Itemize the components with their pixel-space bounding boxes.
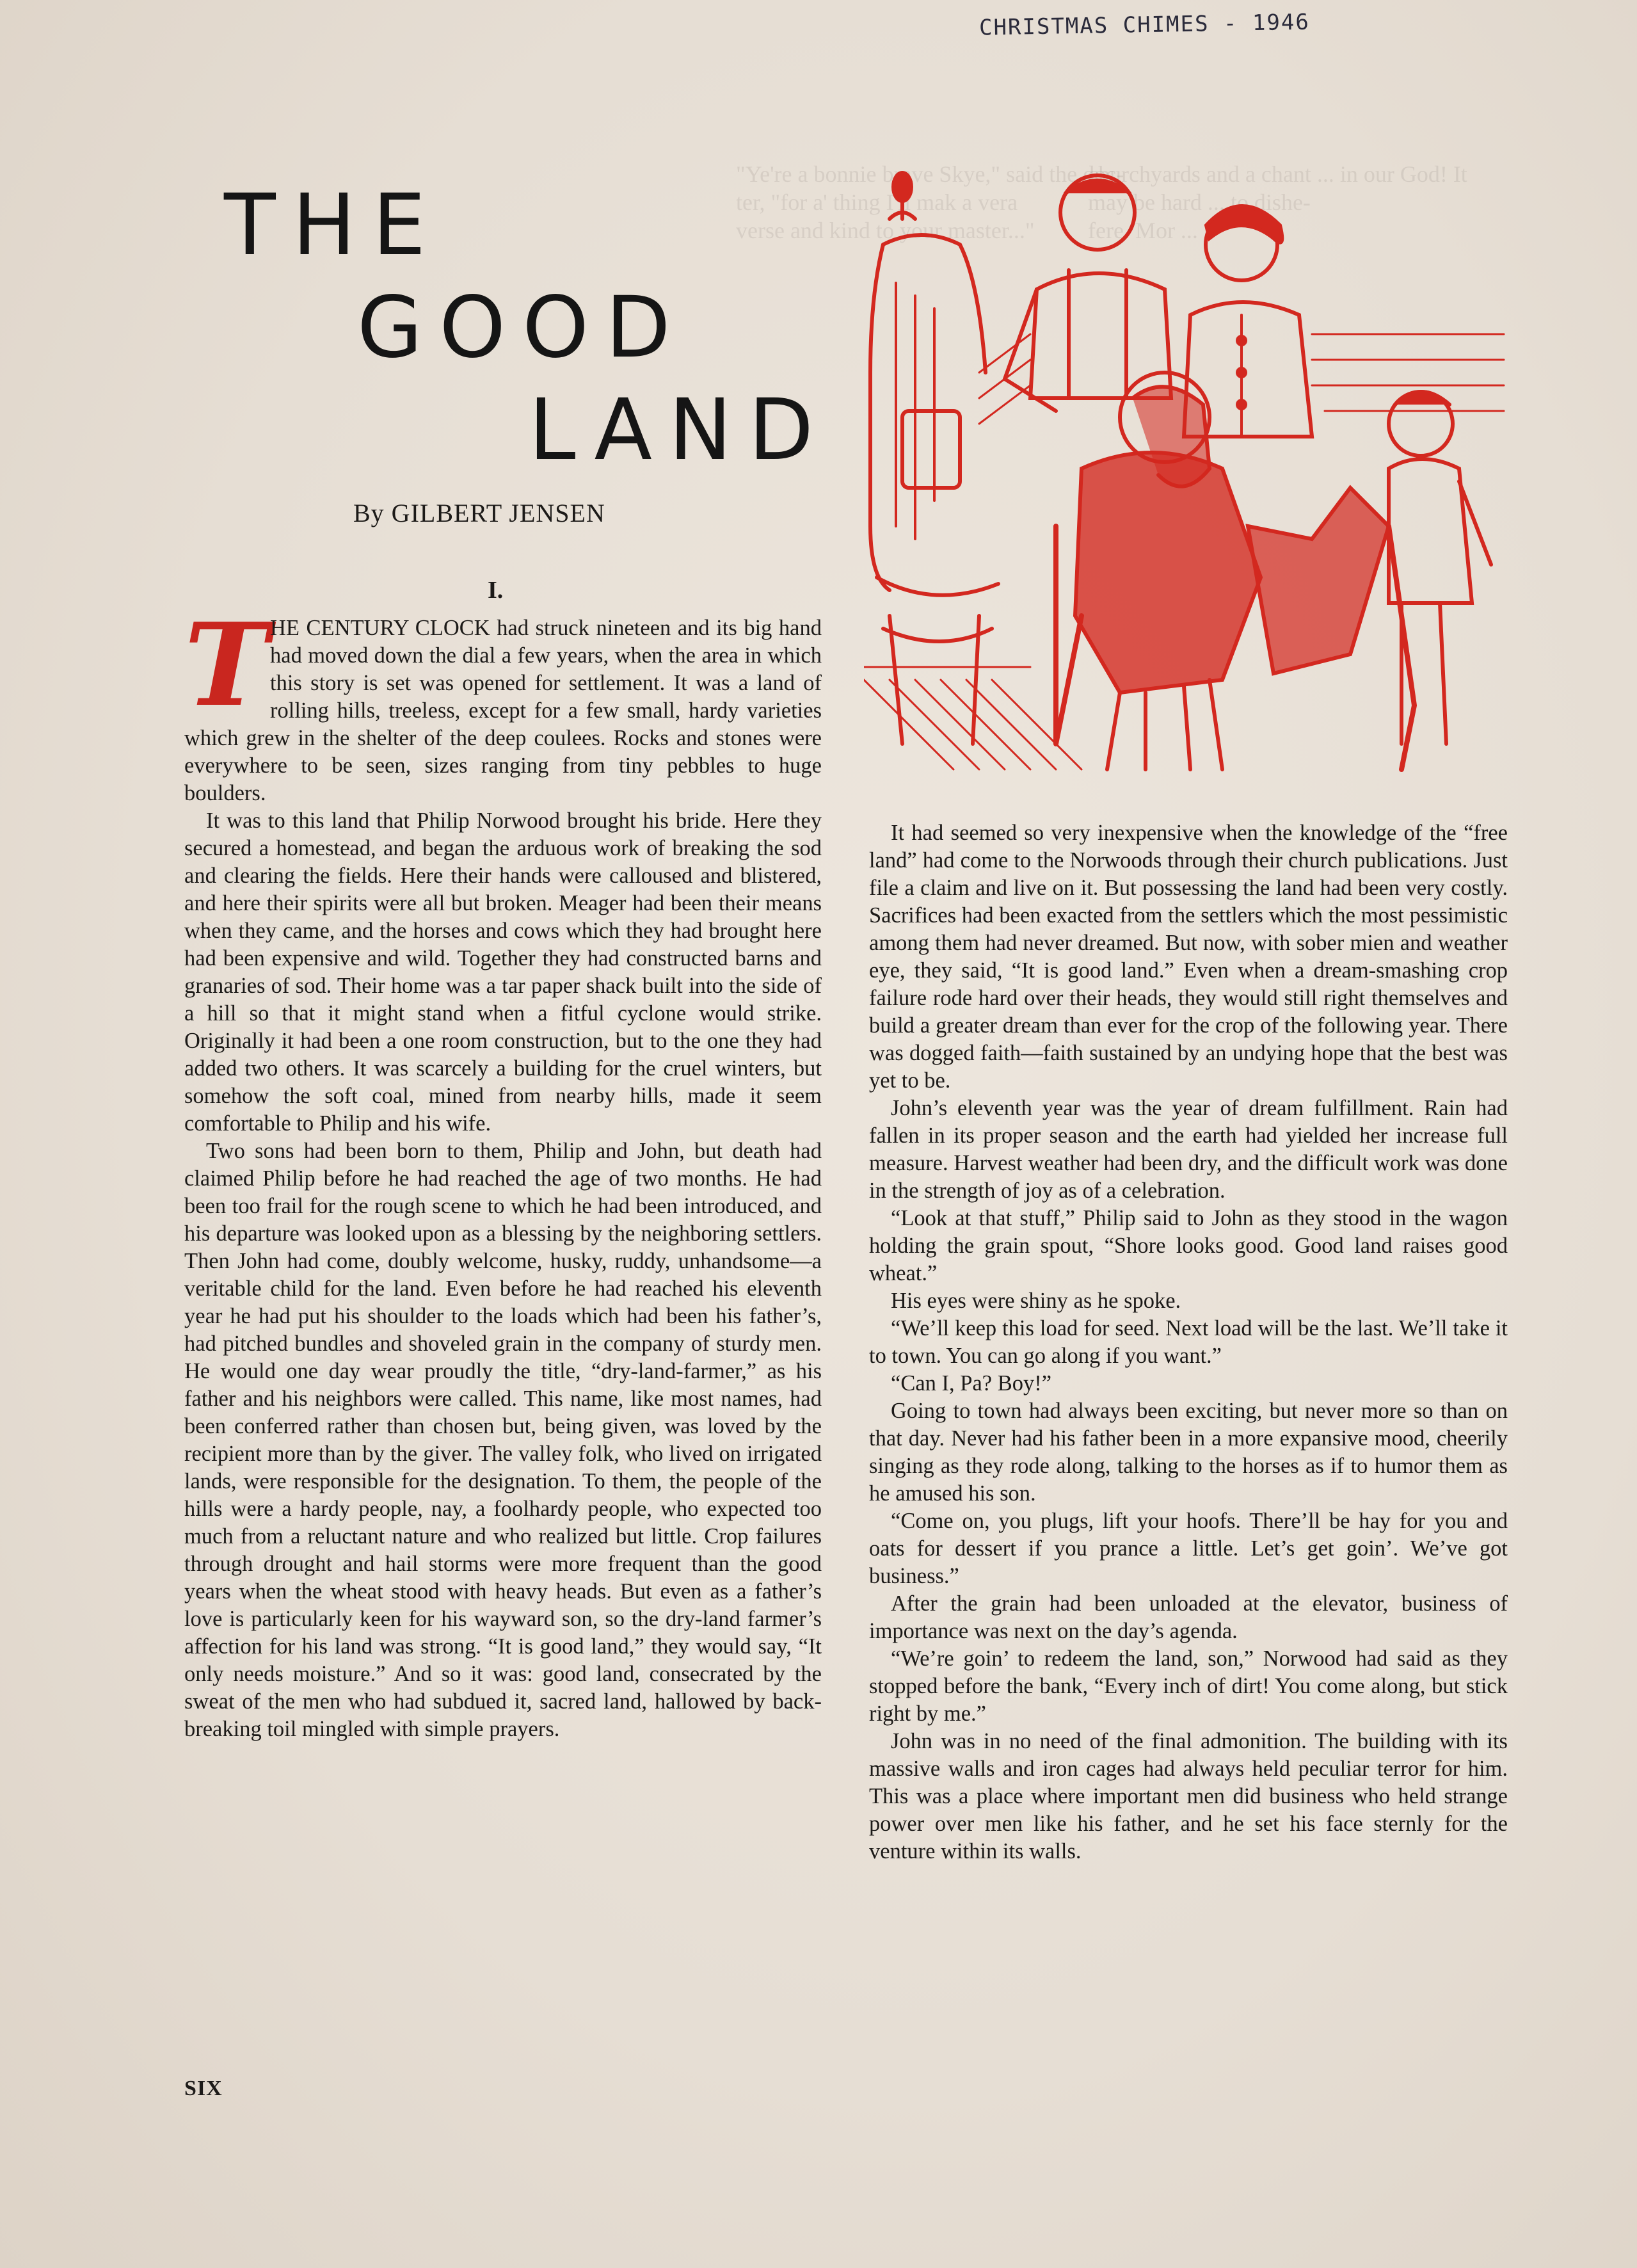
illustration xyxy=(864,168,1510,776)
right-column xyxy=(869,819,1508,1865)
paragraph: It had seemed so very inexpensive when the knowledge of the “free land” had come to the Norwoods through their church publications. Just file a claim and live on it. But possessing the land had been very costly. Sacrifices had been exacted from the settlers which the most pessimistic among them had never dreamed. But now, with sober mien and weather eye, they said, “It is good land.” Even when a dream-smashing crop failure rode hard over their heads, they would still right themselves and build a greater dream than ever for the crop of the following year. There was dogged faith—faith sustained by an undying hope that the best was yet to be. xyxy=(869,821,1508,1093)
paragraph: “Come on, you plugs, lift your hoofs. There’ll be hay for you and oats for dessert if you prance a little. Let’s get goin’. We’ve got business.” xyxy=(869,1509,1508,1588)
byline: By GILBERT JENSEN xyxy=(353,499,605,527)
paragraph: Two sons had been born to them, Philip and John, but death had claimed Philip before he had reached the age of two months. He had been too frail for the rough scene to which he had been introduced, and his departure was looked upon as a blessing by the neighboring settlers. Then John had come, doubly welcome, husky, ruddy, unhandsome—a veritable child for the land. Even before he had reached his eleventh year he had put his shoulder to the loads which had been his father’s, had pitched bundles and shoveled grain in the company of sturdy men. He would one day wear proudly the title, “dry-land-farmer,” as his father and his neighbors were called. This name, like most names, had been conferred rather than chosen but, being given, was loved by the recipient more than by the giver. The valley folk, who lived on irrigated lands, were responsible for the designation. To them, the people of the hills were a hardy people, nay, a foolhardy people, who expected too much from a reluctant nature and who realized but little. Crop failures through drought and hail storms were more frequent than the good years when the wheat stood with heavy heads. But even as a father’s love is particularly keen for his wayward son, so the dry-land farmer’s affection for his land was strong. “It is good land,” they would say, “It only needs moisture.” And so it was: good land, consecrated by the sweat of the men who had subdued it, sacred land, hallowed by back-breaking toil mingled with simple prayers. xyxy=(184,1139,822,1741)
paragraph: After the grain had been unloaded at the elevator, business of importance was next on the day’s agenda. xyxy=(869,1591,1508,1643)
title-line-3: LAND xyxy=(529,381,831,479)
paragraph-text: HE CENTURY CLOCK had struck nineteen and its big hand had moved down the dial a few years, when the area in which this story is set was opened for settlement. It was a land of rolling hills, treeless, except for a few small, hardy varieties which grew in the shelter of the deep coulees. Rocks and stones were everywhere to be seen, sizes ranging from tiny pebbles to huge boulders. xyxy=(184,616,822,805)
dropcap: T xyxy=(184,598,269,732)
left-column xyxy=(184,598,822,1743)
paragraph: Going to town had always been exciting, but never more so than on that day. Never had his father been in a more expansive mood, cheerily singing as they rode along, talking to the horses as if to humor them as he amused his son. xyxy=(869,1399,1508,1506)
paragraph: It was to this land that Philip Norwood brought his bride. Here they secured a homestead, and began the arduous work of breaking the sod and clearing the fields. Here their hands were calloused and blistered, and here their spirits were all but broken. Meager had been their means when they came, and the horses and cows which they had brought here had been expensive and wild. Together they had constructed barns and granaries of sod. Their home was a tar paper shack built into the side of a hill so that it might stand when a fitful cyclone would strike. Originally it had been a one room construction, but to the one they had added two others. It was scarcely a building for the cruel winters, but somehow the soft coal, mined from nearby hills, made it seem comfortable to Philip and his wife. xyxy=(184,808,822,1136)
paragraph: John was in no need of the final admonition. The building with its massive walls and iron cages had always held peculiar terror for him. This was a place where important men did business who held strange power over men like his father, and he set his face sternly for the venture within its walls. xyxy=(869,1729,1508,1863)
title-line-2: GOOD xyxy=(357,278,687,377)
paragraph: “Can I, Pa? Boy!” xyxy=(891,1371,1052,1395)
handwritten-note: CHRISTMAS CHIMES - 1946 xyxy=(978,9,1311,41)
paragraph: “Look at that stuff,” Philip said to John as they stood in the wagon holding the grain spout, “Shore looks good. Good land raises good wheat.” xyxy=(869,1206,1508,1285)
section-number: I. xyxy=(488,577,504,604)
paragraph: His eyes were shiny as he spoke. xyxy=(891,1289,1181,1313)
paragraph: “We’re goin’ to redeem the land, son,” Norwood had said as they stopped before the bank, “Every inch of dirt! You come along, but stick right by me.” xyxy=(869,1646,1508,1726)
title-line-1: THE xyxy=(224,176,443,275)
page-number: SIX xyxy=(184,2077,223,2100)
paragraph: John’s eleventh year was the year of dream fulfillment. Rain had fallen in its proper season and the earth had yielded her increase full measure. Harvest weather had been dry, and the difficult work was done in the strength of joy as of a celebration. xyxy=(869,1096,1508,1203)
paragraph xyxy=(184,598,822,807)
show-through-left: "Ye're a bonnie Skye," said the doc- ter, "for a' thing I'll mak a vera verse and kind to your master..." xyxy=(736,161,1124,243)
show-through-right: churchyards and a chant ... in our God! It may be hard ... to dishe- fere. Mor ... xyxy=(1088,161,1467,243)
paragraph: “We’ll keep this load for seed. Next load will be the last. We’ll take it to town. You can go along if you want.” xyxy=(869,1316,1508,1368)
